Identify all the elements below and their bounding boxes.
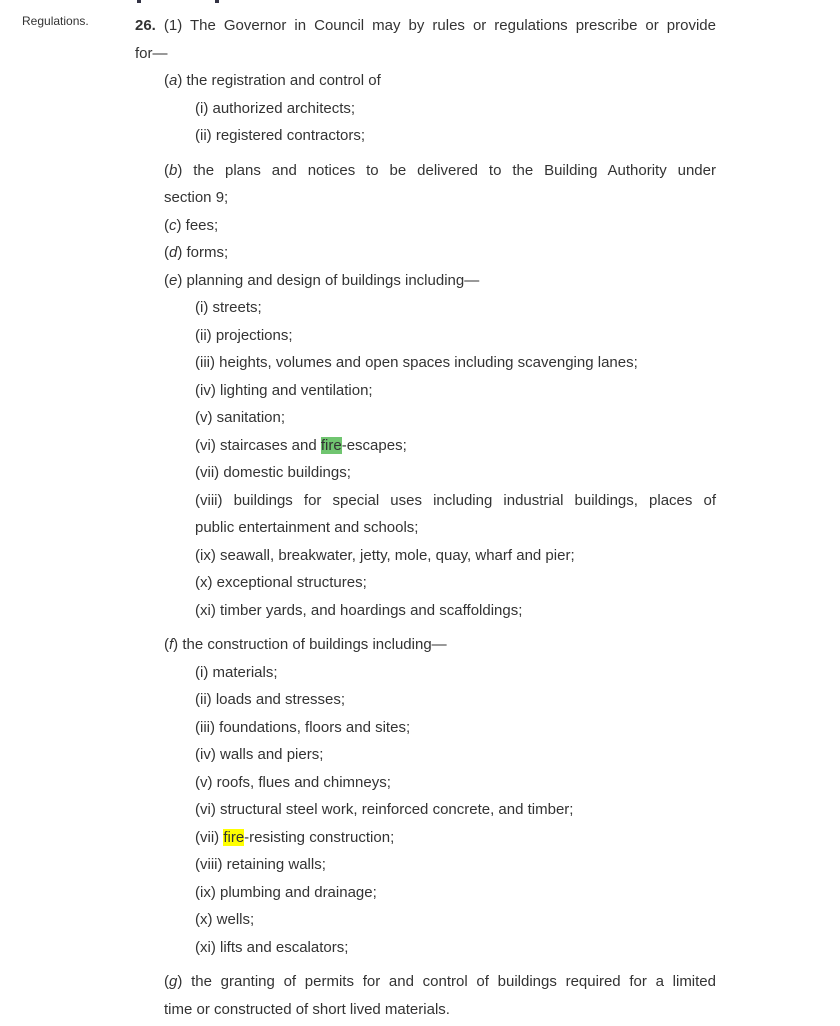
text-segment: (vii) [195, 828, 224, 846]
search-highlight: fire [223, 828, 245, 846]
text-line [135, 349, 716, 377]
text-line [135, 157, 716, 185]
text-line [135, 212, 716, 240]
text-segment: (viii) retaining walls; [195, 856, 326, 873]
text-segment: ( [164, 636, 169, 653]
text-line [135, 95, 716, 123]
text-line [135, 432, 716, 460]
text-line [135, 659, 716, 687]
text-segment: (iv) lighting and ventilation; [195, 381, 373, 399]
text-segment: a [169, 72, 178, 89]
text-segment: ) the construction of buildings including— [173, 636, 447, 653]
text-segment: ) the granting of permits for and control of buildings required for a limited [177, 973, 716, 990]
text-segment: (vi) staircases and [195, 436, 321, 454]
text-line [135, 122, 716, 150]
text-line [135, 542, 716, 570]
text-line [135, 404, 716, 432]
text-line [135, 267, 716, 295]
text-segment: (xi) timber yards, and hoardings and scaffoldings; [195, 601, 523, 619]
text-segment: (vii) domestic buildings; [195, 464, 351, 481]
text-segment: f [169, 636, 174, 653]
text-segment: (ii) registered contractors; [195, 127, 366, 144]
text-segment: (iii) heights, volumes and open spaces including scavenging lanes; [195, 354, 638, 371]
text-line [135, 879, 716, 907]
text-segment: section 9; [164, 189, 229, 206]
text-line [135, 377, 716, 405]
text-line [135, 294, 716, 322]
text-segment: (viii) buildings for special uses including industrial buildings, places of [195, 491, 716, 509]
text-segment: public entertainment and schools; [195, 519, 419, 536]
text-segment: (i) authorized architects; [195, 99, 356, 117]
text-line [135, 906, 716, 934]
text-line [135, 968, 716, 996]
text-segment: ( [164, 244, 169, 261]
text-line [135, 569, 716, 597]
text-line [135, 996, 716, 1024]
text-segment: ( [164, 216, 169, 234]
text-segment: (x) wells; [195, 911, 255, 928]
text-line [135, 67, 716, 95]
text-segment: -resisting construction; [244, 828, 395, 846]
text-segment: d [169, 244, 178, 261]
text-segment: (vi) structural steel work, reinforced concrete, and timber; [195, 801, 574, 818]
text-line [135, 769, 716, 797]
text-segment: c [169, 216, 177, 234]
text-segment: (1) The Governor in Council may by rules or regulations prescribe or provide [155, 17, 716, 34]
text-line [135, 796, 716, 824]
text-segment: (i) streets; [195, 299, 262, 316]
text-segment: ) fees; [176, 216, 219, 234]
document-body [135, 12, 716, 1023]
text-line [135, 934, 716, 962]
text-segment: time or constructed of short lived materials. [164, 1000, 450, 1018]
text-segment: g [169, 973, 178, 990]
clipped-text-fragment [137, 0, 141, 3]
text-segment: (v) sanitation; [195, 409, 286, 426]
text-segment: -escapes; [341, 436, 407, 454]
marginal-note: Regulations. [22, 14, 89, 28]
text-line [135, 686, 716, 714]
text-segment: ( [164, 72, 169, 89]
text-segment: ( [164, 973, 169, 990]
text-line [135, 631, 716, 659]
text-segment: (iv) walls and piers; [195, 746, 324, 763]
text-segment: ) forms; [177, 244, 229, 261]
text-line [135, 40, 716, 68]
text-segment: (v) roofs, flues and chimneys; [195, 773, 391, 791]
text-line [135, 824, 716, 852]
text-segment: (xi) lifts and escalators; [195, 938, 349, 956]
text-segment: ) the registration and control of [177, 72, 381, 89]
text-line [135, 184, 716, 212]
text-segment: (ix) plumbing and drainage; [195, 883, 377, 901]
text-segment: for— [135, 44, 168, 62]
text-segment: (x) exceptional structures; [195, 574, 367, 591]
text-segment: (iii) foundations, floors and sites; [195, 718, 411, 736]
text-segment: b [169, 161, 178, 179]
text-line [135, 239, 716, 267]
text-line [135, 322, 716, 350]
clipped-text-fragment [215, 0, 219, 3]
text-line [135, 487, 716, 515]
text-line [135, 12, 716, 40]
text-segment: ) the plans and notices to be delivered to the Building Authority under [177, 161, 716, 179]
text-segment: ) planning and design of buildings including— [177, 271, 480, 289]
text-line [135, 851, 716, 879]
text-segment: e [169, 271, 178, 289]
text-line [135, 741, 716, 769]
text-line [135, 459, 716, 487]
text-line [135, 714, 716, 742]
text-line [135, 514, 716, 542]
text-line [135, 597, 716, 625]
text-segment: (ix) seawall, breakwater, jetty, mole, quay, wharf and pier; [195, 546, 575, 564]
text-segment: (i) materials; [195, 663, 278, 681]
text-segment: (ii) loads and stresses; [195, 691, 346, 708]
text-segment: 26. [135, 17, 156, 34]
search-highlight: fire [320, 436, 342, 454]
text-segment: ( [164, 161, 169, 179]
text-segment: (ii) projections; [195, 326, 293, 344]
text-segment: ( [164, 271, 169, 289]
